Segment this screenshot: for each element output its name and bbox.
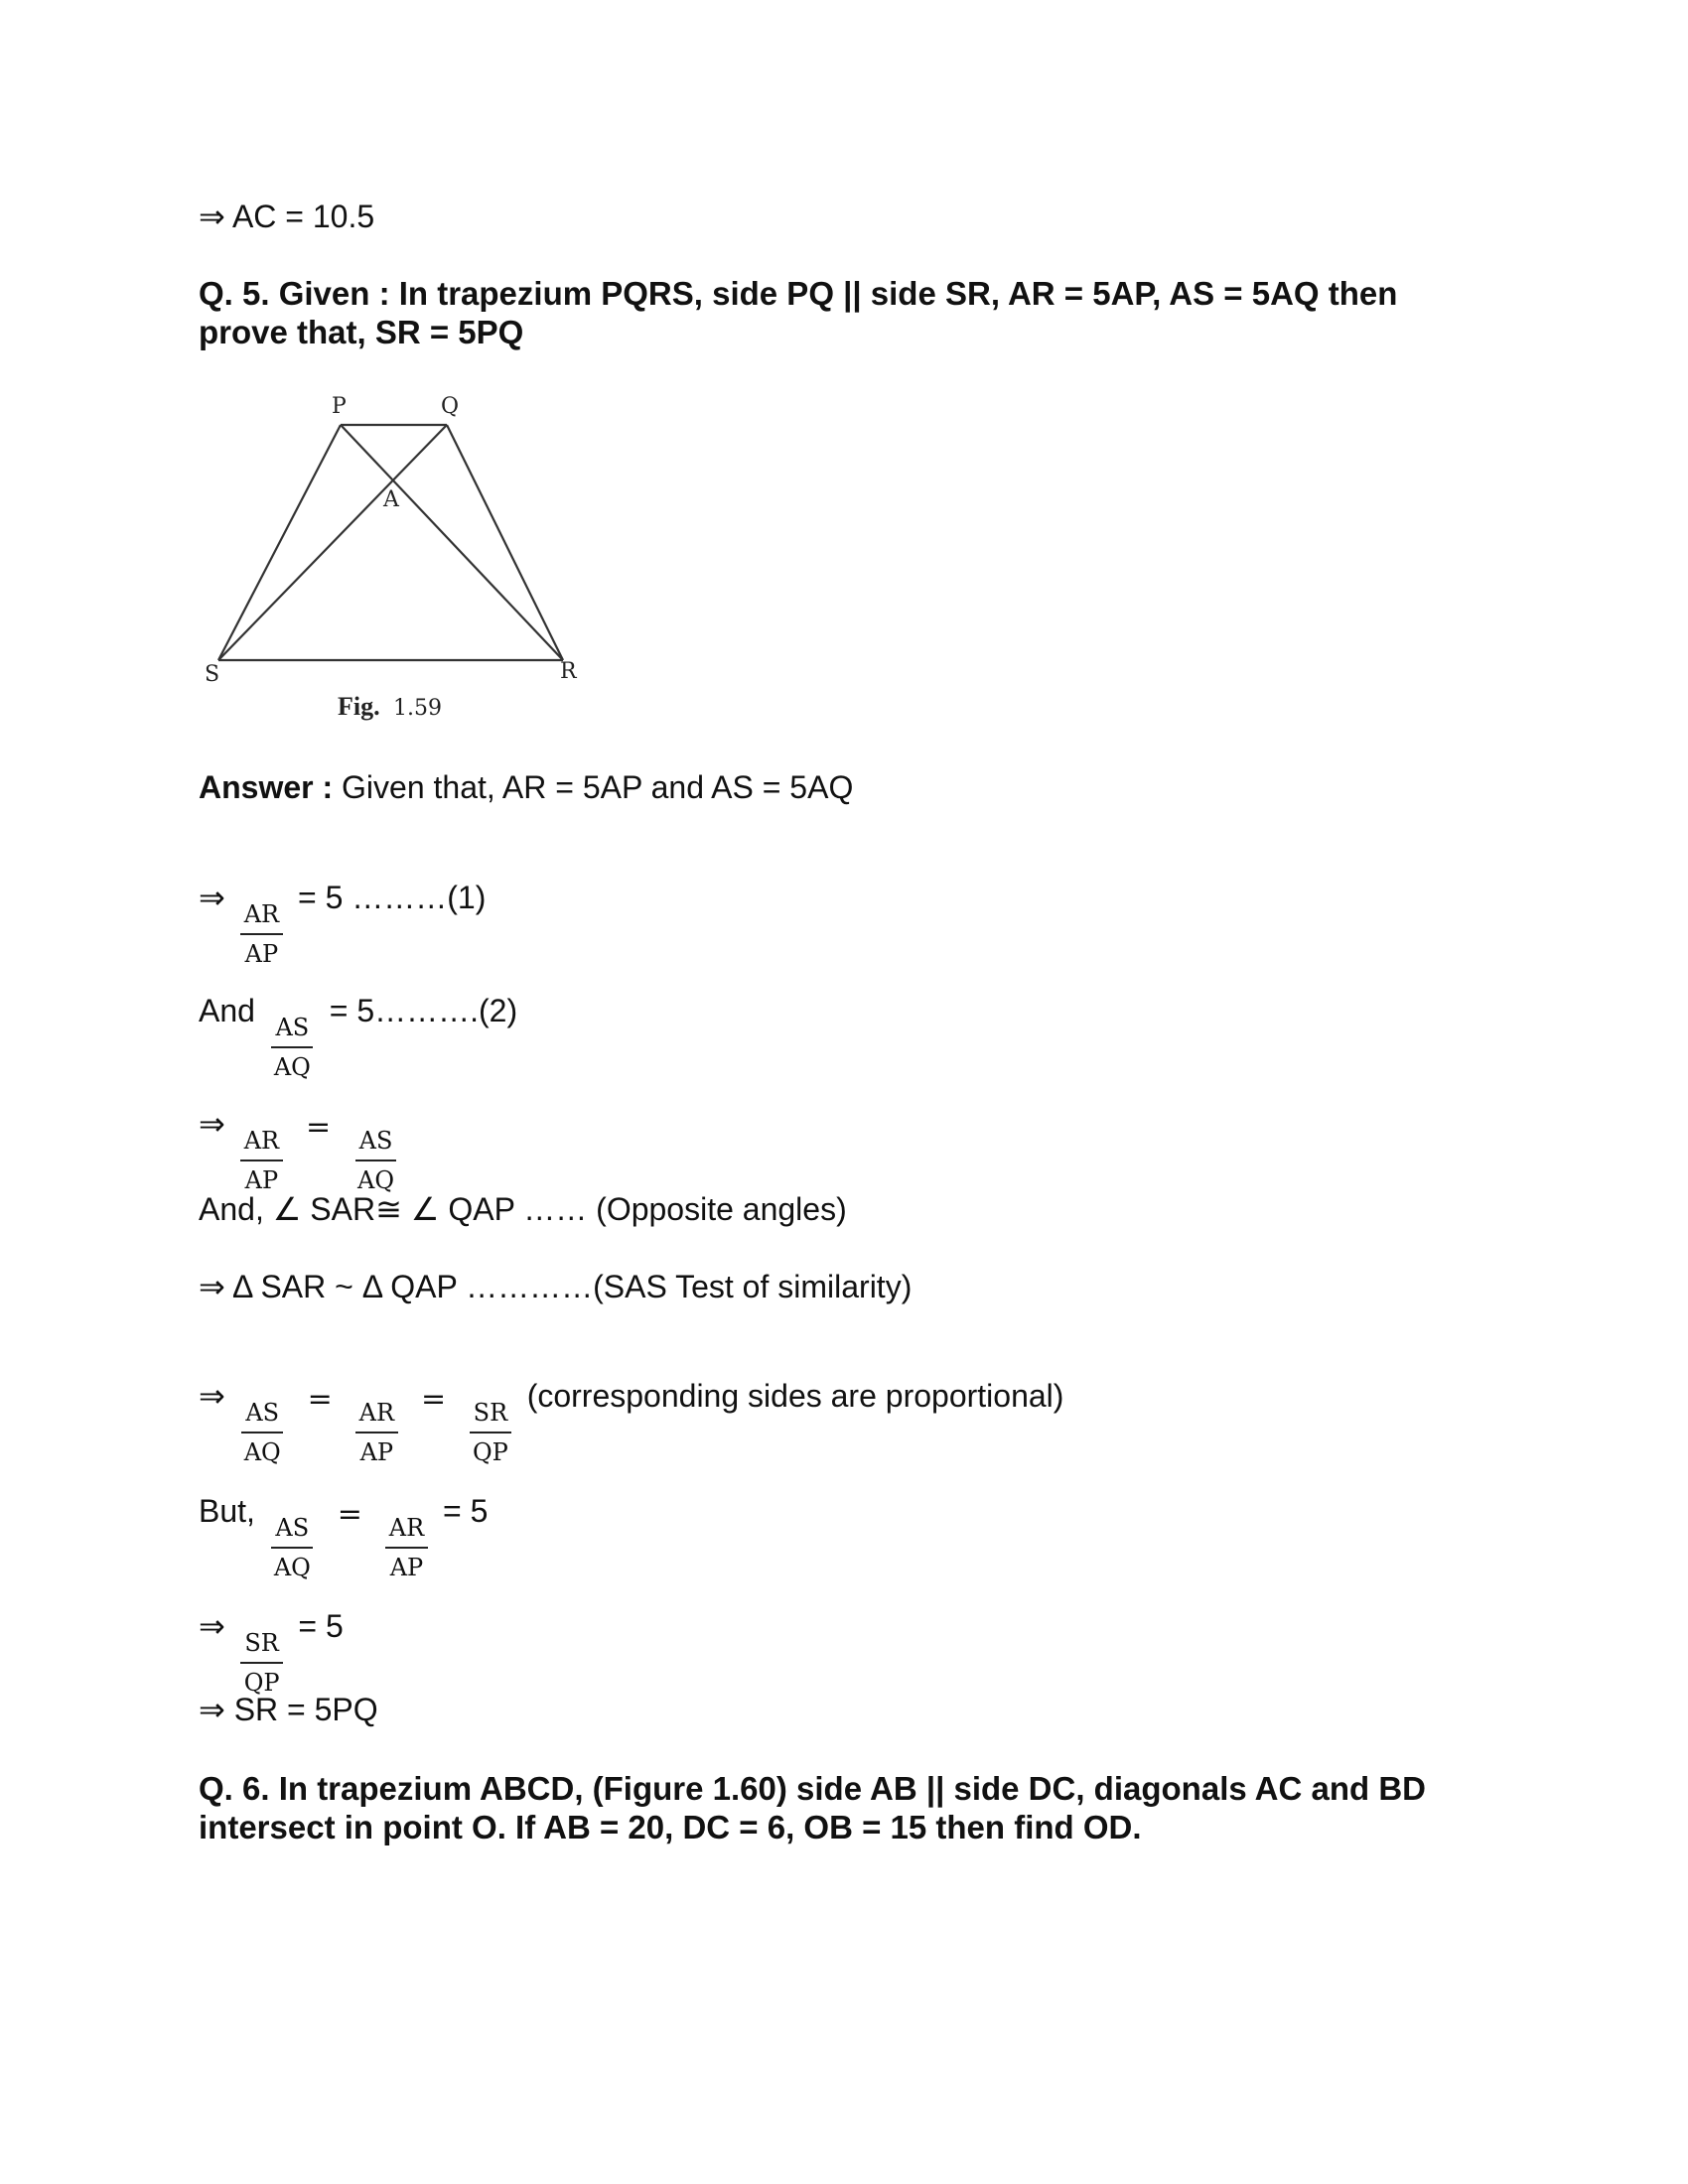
- step-6-suffix: (corresponding sides are proportional): [526, 1378, 1064, 1414]
- label-r: R: [560, 659, 577, 684]
- step-7-prefix: But,: [199, 1493, 255, 1529]
- step-5: ⇒ Δ SAR ~ Δ QAP …………(SAS Test of similarity): [199, 1269, 913, 1304]
- step-7: [199, 1491, 488, 1580]
- step-2-prefix: And: [199, 993, 255, 1028]
- step-2: [199, 991, 517, 1080]
- fraction-as-aq: [270, 1015, 315, 1080]
- question-5-line-2: prove that, SR = 5PQ: [199, 314, 524, 350]
- denominator: QP: [472, 1438, 508, 1466]
- step-8: [199, 1606, 344, 1696]
- question-5-line-1: Q. 5. Given : In trapezium PQRS, side PQ || side SR, AR = 5AP, AS = 5AQ then: [199, 275, 1398, 312]
- fraction-ar-ap: [385, 1515, 428, 1580]
- numerator: SR: [240, 1630, 283, 1664]
- denominator: AP: [244, 1166, 279, 1194]
- answer-label: Answer :: [199, 769, 334, 805]
- fraction-as-aq: [353, 1128, 398, 1193]
- equals-sign: =: [420, 1382, 447, 1417]
- step-1-suffix: = 5 ………(1): [298, 880, 487, 915]
- figure-caption-bold: Fig.: [338, 692, 380, 721]
- step-6-prefix: ⇒: [199, 1378, 225, 1414]
- figure-trapezium-pqrs: [199, 392, 606, 730]
- fraction-ar-ap: [240, 1128, 283, 1193]
- denominator: AP: [244, 940, 279, 968]
- label-a: A: [383, 487, 399, 512]
- equals-sign: =: [307, 1382, 333, 1417]
- step-8-prefix: ⇒: [199, 1608, 225, 1644]
- figure-caption-number: 1.59: [393, 696, 442, 721]
- step-8-suffix: = 5: [298, 1608, 344, 1644]
- label-q: Q: [441, 394, 460, 419]
- step-1: [199, 878, 486, 967]
- ac-result-line: ⇒ AC = 10.5: [199, 199, 375, 234]
- numerator: SR: [470, 1400, 512, 1433]
- fraction-sr-qp: [240, 1630, 284, 1696]
- denominator: AQ: [273, 1554, 311, 1581]
- label-p: P: [332, 394, 347, 419]
- step-3-prefix: ⇒: [199, 1106, 225, 1142]
- question-6-line-1: Q. 6. In trapezium ABCD, (Figure 1.60) side AB || side DC, diagonals AC and BD: [199, 1770, 1426, 1807]
- step-9: ⇒ SR = 5PQ: [199, 1692, 378, 1727]
- label-s: S: [205, 662, 220, 687]
- numerator: AR: [355, 1400, 398, 1433]
- denominator: AQ: [357, 1166, 395, 1194]
- denominator: AP: [389, 1554, 424, 1581]
- denominator: AQ: [243, 1438, 281, 1466]
- answer-line: [199, 767, 853, 807]
- denominator: AQ: [273, 1053, 311, 1081]
- step-4: And, ∠ SAR≅ ∠ QAP …… (Opposite angles): [199, 1191, 847, 1227]
- step-1-prefix: ⇒: [199, 880, 225, 915]
- fraction-sr-qp: [469, 1400, 512, 1465]
- diagonal-pr: [341, 425, 563, 660]
- numerator: AS: [355, 1128, 397, 1161]
- answer-text: Given that, AR = 5AP and AS = 5AQ: [333, 769, 854, 805]
- question-6-line-2: intersect in point O. If AB = 20, DC = 6, OB = 15 then find OD.: [199, 1809, 1142, 1845]
- numerator: AR: [385, 1515, 428, 1549]
- numerator: AS: [271, 1515, 313, 1549]
- numerator: AS: [241, 1400, 283, 1433]
- numerator: AR: [240, 901, 283, 935]
- fraction-as-aq: [270, 1515, 315, 1580]
- step-3: [199, 1104, 404, 1193]
- fraction-as-aq: [240, 1400, 285, 1465]
- fraction-ar-ap: [355, 1400, 398, 1465]
- side-ps: [218, 425, 341, 660]
- denominator: AP: [359, 1438, 394, 1466]
- step-6: [199, 1376, 1063, 1465]
- diagonal-qs: [218, 425, 447, 660]
- figure-svg: [199, 392, 606, 730]
- step-7-suffix: = 5: [443, 1493, 489, 1529]
- equals-sign: =: [306, 1110, 332, 1145]
- numerator: AS: [271, 1015, 313, 1048]
- side-qr: [447, 425, 563, 660]
- numerator: AR: [240, 1128, 283, 1161]
- step-2-suffix: = 5……….(2): [329, 993, 518, 1028]
- denominator: QP: [243, 1669, 280, 1697]
- equals-sign: =: [337, 1497, 362, 1532]
- fraction-ar-ap: [240, 901, 283, 967]
